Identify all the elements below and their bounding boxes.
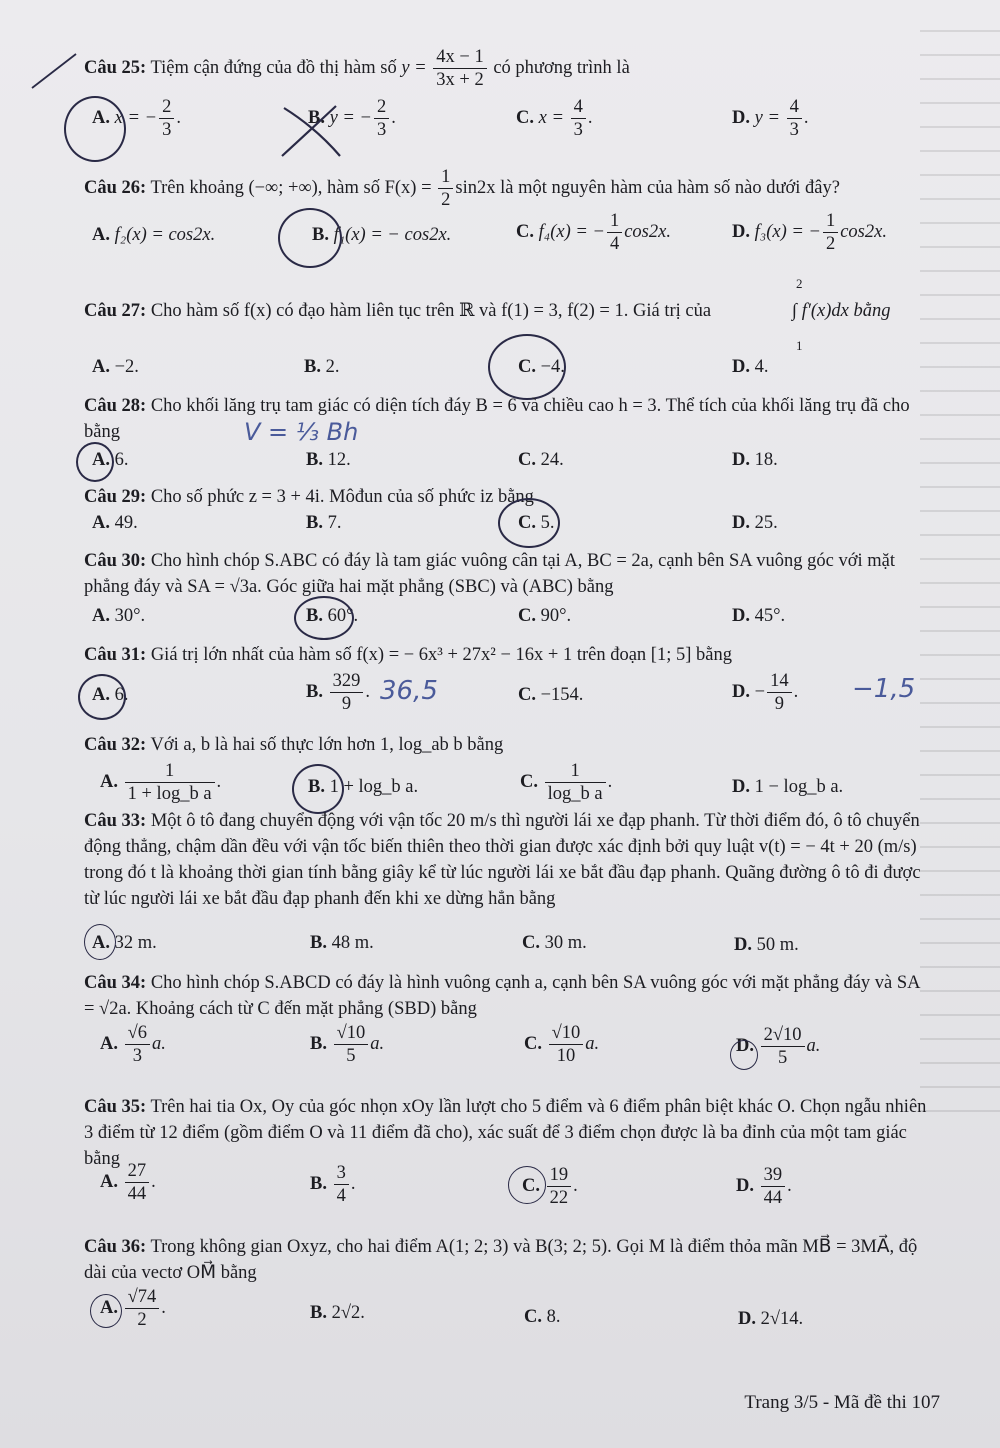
- question-text: có phương trình là: [488, 58, 630, 78]
- fraction: [547, 1164, 572, 1209]
- question-28: [84, 393, 930, 445]
- punct: .: [350, 1173, 356, 1194]
- option-text: 24.: [536, 450, 564, 470]
- option-label: C.: [520, 771, 538, 792]
- option-text: 7.: [322, 513, 342, 533]
- option-a[interactable]: [92, 603, 145, 629]
- fraction: [125, 1160, 150, 1205]
- option-label: D.: [732, 107, 750, 128]
- numerator: 4x − 1: [433, 46, 486, 69]
- option-text: 5.: [536, 513, 555, 533]
- question-label: Câu 30:: [84, 551, 147, 571]
- option-b[interactable]: [306, 447, 351, 473]
- question-35: [84, 1094, 930, 1172]
- question-text: Cho số phức z = 3 + 4i. Môđun của số phức iz bằng: [146, 487, 534, 507]
- option-a[interactable]: [100, 1160, 156, 1205]
- numerator: 4: [571, 96, 586, 119]
- numerator: √10: [549, 1022, 584, 1045]
- punct: .: [607, 771, 613, 792]
- question-31: [84, 642, 930, 668]
- numerator: √6: [125, 1022, 150, 1045]
- answer-circle-mark: [84, 924, 116, 960]
- option-text: 2√14.: [756, 1309, 804, 1329]
- denominator: 3: [162, 120, 172, 140]
- answer-circle-mark: [64, 96, 126, 162]
- option-label: A.: [92, 513, 110, 533]
- option-text: 12.: [322, 450, 351, 470]
- fraction: [374, 96, 389, 141]
- option-label: A.: [92, 357, 110, 377]
- math: x = −: [114, 107, 158, 128]
- fraction: [545, 760, 606, 805]
- fraction: [823, 210, 838, 255]
- math: x =: [538, 107, 569, 128]
- option-label: B.: [304, 357, 321, 377]
- option-b[interactable]: [310, 930, 374, 956]
- option-label: B.: [306, 681, 323, 702]
- answer-circle-mark: [498, 498, 560, 548]
- option-b[interactable]: [310, 1162, 355, 1207]
- numerator: 39: [761, 1164, 786, 1187]
- option-text: 32 m.: [110, 933, 157, 953]
- question-label: Câu 31:: [84, 645, 147, 665]
- punct: .: [573, 1175, 578, 1196]
- option-text: −2.: [110, 357, 139, 377]
- punct: .: [365, 681, 370, 702]
- denominator: 3: [377, 120, 387, 140]
- numerator: 1: [125, 760, 215, 783]
- cross-out-mark: [276, 98, 346, 162]
- answer-circle-mark: [508, 1166, 546, 1204]
- question-label: Câu 28:: [84, 396, 147, 416]
- answer-circle-mark: [730, 1040, 758, 1070]
- option-c[interactable]: [518, 682, 583, 708]
- math: f₁(x) = − cos2x.: [328, 225, 452, 245]
- option-a[interactable]: [100, 760, 221, 805]
- option-label: A.: [100, 771, 118, 792]
- math: y =: [401, 58, 432, 78]
- question-text: sin2x là một nguyên hàm của hàm số nào dưới đây?: [455, 178, 840, 198]
- answer-circle-mark: [90, 1294, 122, 1328]
- answer-circle-mark: [488, 334, 566, 400]
- denominator: 10: [556, 1046, 576, 1066]
- numerator: 19: [547, 1164, 572, 1187]
- option-label: D.: [732, 513, 750, 533]
- option-label: D.: [736, 1175, 754, 1196]
- question-30: [84, 548, 930, 600]
- option-label: D.: [734, 935, 752, 955]
- question-text: Cho hình chóp S.ABC có đáy là tam giác vuông cân tại A, BC = 2a, cạnh bên SA vuông góc với mặt phẳng đáy và SA = √3a. Góc giữa hai mặt phẳng (SBC) và (ABC) bằng: [84, 551, 895, 597]
- answer-circle-mark: [278, 208, 342, 268]
- option-label: D.: [732, 681, 750, 702]
- option-text: 1 − log_b a.: [750, 777, 844, 797]
- integral-expression: [792, 298, 891, 324]
- numerator: 1: [607, 210, 622, 233]
- option-text: 49.: [110, 513, 138, 533]
- option-text: 48 m.: [326, 933, 374, 953]
- math: y =: [754, 107, 785, 128]
- option-label: C.: [524, 1307, 542, 1327]
- punct: .: [176, 107, 181, 128]
- option-text: 4.: [750, 357, 769, 377]
- option-label: A.: [92, 450, 110, 470]
- option-label: D.: [732, 357, 750, 377]
- question-text: Trên hai tia Ox, Oy của góc nhọn xOy lần lượt cho 5 điểm và 6 điểm phân biệt khác O. Chọn ngẫu nhiên 3 điểm từ 12 điểm (gồm điểm O và 11 điểm đã cho), xác suất để 3 điểm chọn được là ba đỉnh của một tam giác bằng: [84, 1097, 927, 1169]
- denominator: 44: [763, 1188, 783, 1208]
- handwritten-note: 36,5: [380, 676, 438, 706]
- option-label: C.: [516, 221, 534, 242]
- option-label: D.: [732, 606, 750, 626]
- question-label: Câu 29:: [84, 487, 147, 507]
- question-label: Câu 33:: [84, 811, 147, 831]
- question-text: Cho khối lăng trụ tam giác có diện tích đáy B = 6 và chiều cao h = 3. Thể tích của khối lăng trụ đã cho bằng: [84, 396, 910, 442]
- math: cos2x.: [624, 221, 671, 242]
- denominator: 3: [573, 120, 583, 140]
- question-text: Trên khoảng (−∞; +∞), hàm số F(x) =: [146, 178, 437, 198]
- fraction: [438, 166, 453, 211]
- option-a[interactable]: [92, 354, 139, 380]
- option-text: 60°.: [322, 606, 359, 626]
- question-label: Câu 34:: [84, 973, 147, 993]
- question-text: Một ô tô đang chuyển động với vận tốc 20 m/s thì người lái xe đạp phanh. Từ thời điểm đó, ô tô chuyển động thẳng, chậm dần đều với vận tốc biến thiên theo thời gian được xác định bởi quy luật v(t) = − 4t + 20 (m/s) trong đó t là khoảng thời gian tính bằng giây kể từ lúc người lái xe bắt đầu đạp phanh. Quãng đường ô tô đi được từ lúc người lái xe bắt đầu đạp phanh đến khi xe dừng hẳn bằng: [84, 811, 921, 909]
- question-label: Câu 27:: [84, 301, 147, 321]
- option-text: 8.: [542, 1307, 561, 1327]
- question-text: Cho hình chóp S.ABCD có đáy là hình vuông cạnh a, cạnh bên SA vuông góc với mặt phẳng đáy và SA = √2a. Khoảng cách từ C đến mặt phẳng (SBD) bằng: [84, 973, 920, 1019]
- numerator: 1: [438, 166, 453, 189]
- question-label: Câu 36:: [84, 1237, 147, 1257]
- option-label: C.: [518, 357, 536, 377]
- option-label: B.: [310, 933, 327, 953]
- denominator: 5: [777, 1048, 788, 1068]
- fraction: [767, 670, 792, 715]
- option-text: 45°.: [750, 606, 786, 626]
- numerator: 2√10: [761, 1024, 805, 1047]
- option-d[interactable]: [732, 670, 798, 715]
- option-label: C.: [518, 513, 536, 533]
- fraction: [607, 210, 622, 255]
- option-label: C.: [518, 606, 536, 626]
- option-label: A.: [92, 225, 110, 245]
- option-text: 2.: [320, 357, 340, 377]
- fraction: [571, 96, 586, 141]
- numerator: 1: [545, 760, 606, 783]
- denominator: 3: [789, 120, 799, 140]
- option-a[interactable]: [92, 510, 138, 536]
- denominator: 44: [127, 1184, 147, 1204]
- fraction: [330, 670, 364, 715]
- fraction: [549, 1022, 584, 1067]
- option-b[interactable]: [306, 670, 370, 715]
- option-c[interactable]: [524, 1022, 599, 1067]
- option-label: C.: [518, 685, 536, 705]
- option-c[interactable]: [518, 447, 564, 473]
- option-d[interactable]: [732, 210, 887, 255]
- question-text: Tiệm cận đứng của đồ thị hàm số: [146, 58, 402, 78]
- option-label: B.: [310, 1303, 327, 1323]
- option-label: C.: [524, 1033, 542, 1054]
- question-label: Câu 25:: [84, 58, 147, 78]
- math: a.: [370, 1033, 385, 1054]
- punct: .: [793, 681, 799, 702]
- denominator: 9: [774, 694, 784, 714]
- fraction: [433, 46, 486, 91]
- option-d[interactable]: [732, 774, 843, 800]
- option-label: B.: [306, 450, 323, 470]
- option-label: B.: [308, 107, 325, 128]
- denominator: 3: [132, 1046, 142, 1066]
- denominator: 22: [549, 1188, 569, 1208]
- fraction: [761, 1024, 805, 1069]
- option-b[interactable]: [310, 1022, 384, 1067]
- option-d[interactable]: [732, 96, 808, 141]
- numerator: 14: [767, 670, 792, 693]
- option-b[interactable]: [304, 354, 339, 380]
- option-label: A.: [100, 1297, 118, 1318]
- option-c[interactable]: [522, 930, 587, 956]
- denominator: 3x + 2: [436, 70, 484, 91]
- fraction: [125, 760, 215, 805]
- option-label: B.: [308, 777, 325, 797]
- math: a.: [152, 1033, 166, 1054]
- option-label: D.: [732, 450, 750, 470]
- option-text: −4.: [536, 357, 565, 377]
- denominator: log_b a: [547, 784, 603, 804]
- question-34: [84, 970, 930, 1022]
- option-d[interactable]: [732, 447, 778, 473]
- answer-circle-mark: [292, 764, 344, 814]
- denominator: 4: [336, 1186, 346, 1206]
- option-text: 30°.: [110, 606, 146, 626]
- question-26: [84, 160, 930, 216]
- denominator: 1 + log_b a: [127, 784, 212, 804]
- option-c[interactable]: [516, 96, 592, 141]
- option-d[interactable]: [732, 510, 778, 536]
- option-text: 25.: [750, 513, 778, 533]
- option-label: D.: [738, 1309, 756, 1329]
- fraction: [125, 1286, 160, 1331]
- math: a.: [585, 1033, 600, 1054]
- numerator: 2: [159, 96, 174, 119]
- integral-upper-bound: 2: [796, 276, 803, 291]
- option-text: −: [750, 681, 766, 702]
- option-text: 50 m.: [752, 935, 799, 955]
- question-36: [84, 1234, 930, 1286]
- option-label: A.: [92, 606, 110, 626]
- fraction: [125, 1022, 150, 1067]
- question-label: Câu 35:: [84, 1097, 147, 1117]
- question-25: [84, 40, 930, 96]
- option-label: A.: [100, 1171, 118, 1192]
- fraction: [334, 1022, 369, 1067]
- option-label: B.: [310, 1033, 327, 1054]
- option-label: A.: [92, 107, 110, 128]
- numerator: 329: [330, 670, 364, 693]
- option-label: A.: [92, 685, 110, 705]
- numerator: 2: [374, 96, 389, 119]
- punct: .: [587, 107, 593, 128]
- option-d[interactable]: [738, 1306, 803, 1332]
- option-label: B.: [312, 225, 329, 245]
- math: y = −: [329, 107, 373, 128]
- question-text: Trong không gian Oxyz, cho hai điểm A(1; 2; 3) và B(3; 2; 5). Gọi M là điểm thỏa mãn MB⃗ = 3MA⃗, độ dài của vectơ OM⃗ bằng: [84, 1237, 918, 1283]
- numerator: 4: [787, 96, 802, 119]
- option-text: −154.: [536, 685, 584, 705]
- numerator: 1: [823, 210, 838, 233]
- answer-circle-mark: [294, 596, 354, 640]
- option-text: 30 m.: [540, 933, 587, 953]
- punct: .: [803, 107, 809, 128]
- option-text: 1 + log_b a.: [324, 777, 419, 797]
- option-label: C.: [522, 933, 540, 953]
- question-32: [84, 732, 930, 758]
- denominator: 2: [441, 190, 451, 211]
- question-label: Câu 26:: [84, 178, 147, 198]
- option-label: A.: [92, 933, 110, 953]
- denominator: 4: [609, 234, 620, 254]
- denominator: 5: [346, 1046, 356, 1066]
- numerator: √74: [125, 1286, 160, 1309]
- option-label: C.: [516, 107, 534, 128]
- question-text: Với a, b là hai số thực lớn hơn 1, log_ab b bằng: [146, 735, 504, 755]
- option-label: B.: [306, 606, 323, 626]
- option-label: C.: [518, 450, 536, 470]
- bleed-through-text: [920, 30, 1000, 1130]
- denominator: 9: [341, 694, 352, 714]
- punct: .: [161, 1297, 166, 1318]
- math: cos2x.: [840, 221, 887, 242]
- option-label: C.: [522, 1175, 540, 1196]
- math: f₂(x) = cos2x.: [110, 225, 216, 245]
- page-footer: Trang 3/5 - Mã đề thi 107: [744, 1392, 940, 1413]
- option-c[interactable]: [518, 603, 571, 629]
- question-label: Câu 32:: [84, 735, 147, 755]
- option-a[interactable]: [100, 1022, 166, 1067]
- numerator: 27: [125, 1160, 150, 1183]
- option-text: 18.: [750, 450, 778, 470]
- option-b[interactable]: [310, 1300, 365, 1326]
- math: f₃(x) = −: [750, 221, 821, 242]
- option-c[interactable]: [524, 1304, 561, 1330]
- pen-stroke: [30, 50, 80, 90]
- option-d[interactable]: [732, 603, 785, 629]
- option-b[interactable]: [306, 510, 341, 536]
- option-label: B.: [310, 1173, 327, 1194]
- question-text: Giá trị lớn nhất của hàm số f(x) = − 6x³ + 27x² − 16x + 1 trên đoạn [1; 5] bằng: [146, 645, 732, 665]
- denominator: 2: [825, 234, 836, 254]
- option-text: 90°.: [536, 606, 572, 626]
- denominator: 2: [137, 1310, 147, 1330]
- question-33: [84, 808, 930, 912]
- answer-circle-mark: [76, 442, 114, 482]
- option-label: D.: [732, 777, 750, 797]
- option-d[interactable]: [734, 932, 799, 958]
- option-label: B.: [306, 513, 323, 533]
- fraction: [159, 96, 174, 141]
- option-text: 2√2.: [326, 1303, 365, 1323]
- option-d[interactable]: [736, 1164, 792, 1209]
- fraction: [787, 96, 802, 141]
- punct: .: [216, 771, 222, 792]
- answer-circle-mark: [78, 674, 126, 720]
- option-label: A.: [100, 1033, 118, 1054]
- option-label: D.: [732, 221, 750, 242]
- fraction: [761, 1164, 786, 1209]
- punct: .: [787, 1175, 792, 1196]
- math: f₄(x) = −: [534, 221, 605, 242]
- option-a[interactable]: [92, 222, 215, 248]
- integral-lower-bound: 1: [796, 338, 803, 353]
- option-text: 6.: [110, 450, 129, 470]
- question-text: Cho hàm số f(x) có đạo hàm liên tục trên ℝ và f(1) = 3, f(2) = 1. Giá trị của: [146, 301, 712, 321]
- math: ∫ f′(x)dx bằng: [792, 301, 891, 321]
- numerator: 3: [334, 1162, 349, 1185]
- option-c[interactable]: [520, 760, 612, 805]
- option-d[interactable]: [732, 354, 769, 380]
- punct: .: [391, 107, 396, 128]
- handwritten-note: V = ⅓ Bh: [244, 418, 359, 446]
- punct: .: [151, 1171, 156, 1192]
- option-text: 6.: [110, 685, 129, 705]
- math: a.: [806, 1035, 821, 1056]
- option-label: D.: [736, 1035, 754, 1056]
- fraction: [334, 1162, 349, 1207]
- option-c[interactable]: [516, 210, 671, 255]
- handwritten-note: −1,5: [852, 674, 916, 704]
- numerator: √10: [334, 1022, 369, 1045]
